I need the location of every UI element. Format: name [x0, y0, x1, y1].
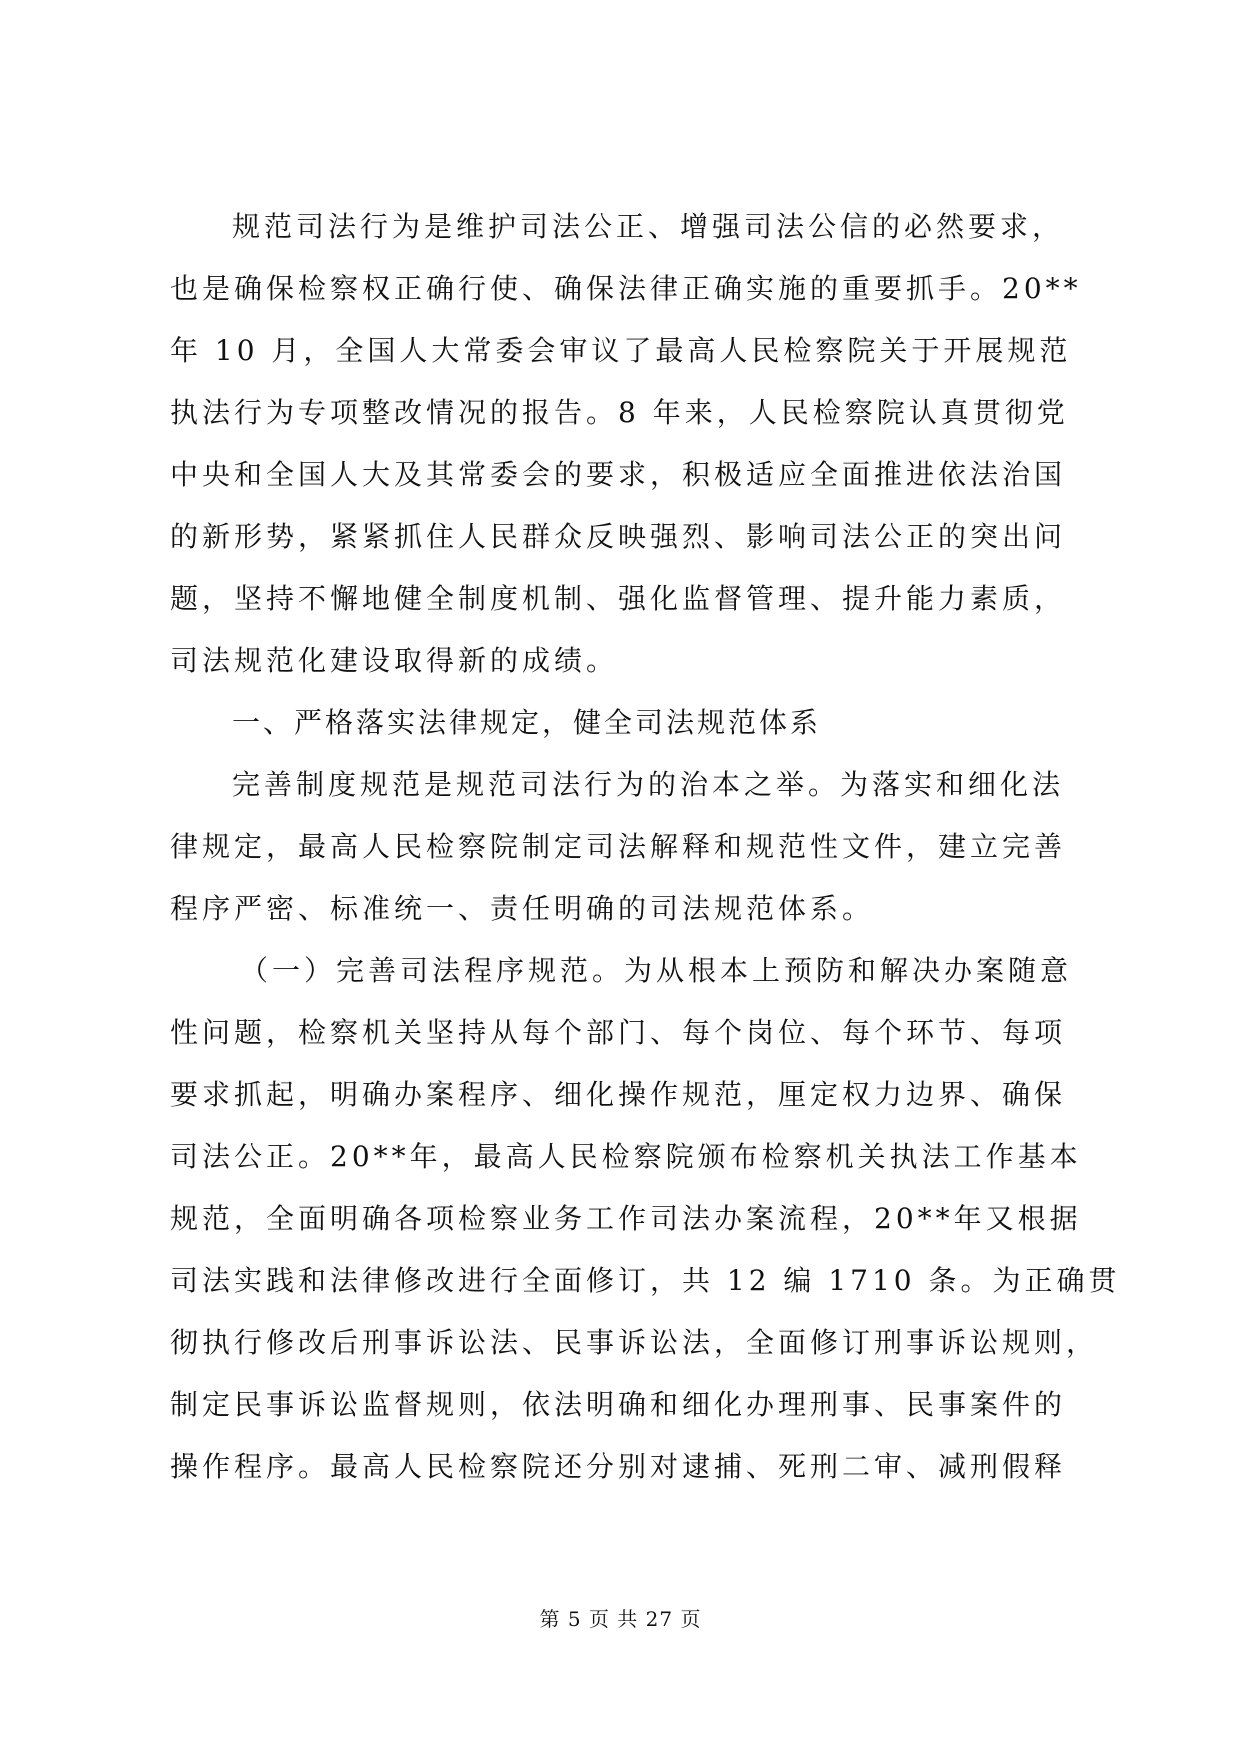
- paragraph-3-line-7: 彻执行修改后刑事诉讼法、民事诉讼法，全面修订刑事诉讼规则，: [170, 1326, 1099, 1359]
- paragraph-3-line-1: （一）完善司法程序规范。为从根本上预防和解决办案随意: [240, 954, 1073, 987]
- paragraph-1-line-6: 的新形势，紧紧抓住人民群众反映强烈、影响司法公正的突出问: [170, 520, 1067, 553]
- paragraph-1-line-7: 题，坚持不懈地健全制度机制、强化监督管理、提升能力素质，: [170, 582, 1067, 615]
- paragraph-3-line-4: 司法公正。20**年，最高人民检察院颁布检察机关执法工作基本: [170, 1140, 1082, 1173]
- paragraph-3-line-3: 要求抓起，明确办案程序、细化操作规范，厘定权力边界、确保: [170, 1078, 1067, 1111]
- paragraph-2-line-1: 完善制度规范是规范司法行为的治本之举。为落实和细化法: [232, 768, 1065, 801]
- paragraph-3-line-2: 性问题，检察机关坚持从每个部门、每个岗位、每个环节、每项: [170, 1016, 1067, 1049]
- paragraph-3-line-6: 司法实践和法律修改进行全面修订，共 12 编 1710 条。为正确贯: [170, 1264, 1121, 1297]
- paragraph-3-line-5: 规范，全面明确各项检察业务工作司法办案流程，20**年又根据: [170, 1202, 1082, 1235]
- paragraph-2-line-3: 程序严密、标准统一、责任明确的司法规范体系。: [170, 892, 875, 925]
- paragraph-3-line-9: 操作程序。最高人民检察院还分别对逮捕、死刑二审、减刑假释: [170, 1450, 1067, 1483]
- paragraph-2-line-2: 律规定，最高人民检察院制定司法解释和规范性文件，建立完善: [170, 830, 1067, 863]
- paragraph-1-line-8: 司法规范化建设取得新的成绩。: [170, 644, 619, 677]
- paragraph-1-line-3: 年 10 月，全国人大常委会审议了最高人民检察院关于开展规范: [170, 334, 1072, 367]
- paragraph-1-line-1: 规范司法行为是维护司法公正、增强司法公信的必然要求，: [232, 210, 1065, 243]
- paragraph-1-line-5: 中央和全国人大及其常委会的要求，积极适应全面推进依法治国: [170, 458, 1067, 491]
- paragraph-1-line-4: 执法行为专项整改情况的报告。8 年来，人民检察院认真贯彻党: [170, 396, 1069, 429]
- page-number-footer: 第 5 页 共 27 页: [539, 1607, 702, 1631]
- section-heading-1: 一、严格落实法律规定，健全司法规范体系: [232, 706, 822, 739]
- paragraph-1-line-2: 也是确保检察权正确行使、确保法律正确实施的重要抓手。20**: [170, 272, 1082, 305]
- document-body: [170, 196, 1121, 1498]
- paragraph-3-line-8: 制定民事诉讼监督规则，依法明确和细化办理刑事、民事案件的: [170, 1388, 1067, 1421]
